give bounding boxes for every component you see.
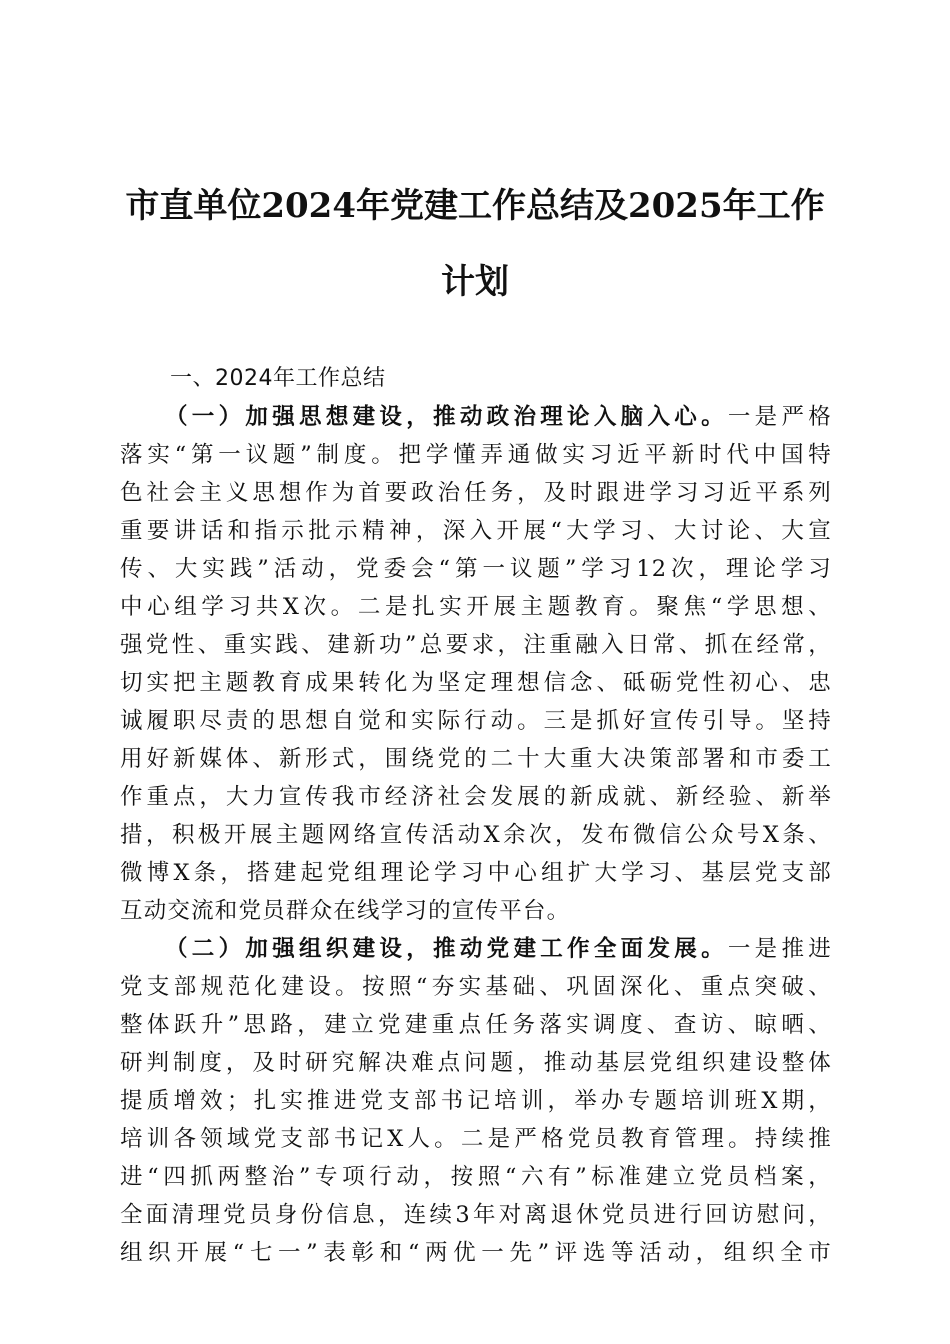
paragraph-2-line-text: 一是推进 — [727, 936, 832, 962]
document-title — [100, 168, 850, 320]
paragraph-2-line: 进“四抓两整治”专项行动，按照“六有”标准建立党员档案， — [120, 1164, 832, 1190]
paragraph-1-line: 中心组学习共X次。二是扎实开展主题教育。聚焦“学思想、 — [120, 594, 832, 620]
paragraph-1-lead: （一）加强思想建设，推动政治理论入脑入心。 — [165, 404, 728, 430]
paragraph-1-line: 微博X条，搭建起党组理论学习中心组扩大学习、基层党支部 — [120, 860, 832, 886]
paragraph-2-line-1 — [120, 930, 832, 968]
paragraph-2-line: 全面清理党员身份信息，连续3年对离退休党员进行回访慰问， — [120, 1202, 832, 1228]
section-heading-summary: 一、2024年工作总结 — [170, 366, 386, 391]
paragraph-1-line-text: 一是严格 — [727, 404, 832, 430]
paragraph-1-line: 强党性、重实践、建新功”总要求，注重融入日常、抓在经常， — [120, 632, 832, 658]
paragraph-1-line: 互动交流和党员群众在线学习的宣传平台。 — [120, 898, 571, 924]
paragraph-1-line: 诚履职尽责的思想自觉和实际行动。三是抓好宣传引导。坚持 — [120, 708, 832, 734]
paragraph-2-line: 整体跃升”思路，建立党建重点任务落实调度、查访、晾晒、 — [120, 1012, 832, 1038]
document-body — [120, 360, 832, 1272]
document-title-line-2: 计划 — [441, 262, 509, 302]
document-title-line-1: 市直单位2024年党建工作总结及2025年工作 — [125, 186, 825, 226]
paragraph-2-line: 提质增效；扎实推进党支部书记培训，举办专题培训班X期， — [120, 1088, 832, 1114]
paragraph-1-line: 切实把主题教育成果转化为坚定理想信念、砥砺党性初心、忠 — [120, 670, 832, 696]
paragraph-2-lead: （二）加强组织建设，推动党建工作全面发展。 — [165, 936, 728, 962]
paragraph-2-line: 党支部规范化建设。按照“夯实基础、巩固深化、重点突破、 — [120, 974, 832, 1000]
paragraph-1-line: 传、大实践”活动，党委会“第一议题”学习12次，理论学习 — [120, 556, 832, 582]
paragraph-2-line: 培训各领域党支部书记X人。二是严格党员教育管理。持续推 — [120, 1126, 832, 1152]
paragraph-1-line: 色社会主义思想作为首要政治任务，及时跟进学习习近平系列 — [120, 480, 832, 506]
paragraph-2-line: 研判制度，及时研究解决难点问题，推动基层党组织建设整体 — [120, 1050, 832, 1076]
paragraph-1-line-1 — [120, 398, 832, 436]
paragraph-2-line: 组织开展“七一”表彰和“两优一先”评选等活动，组织全市 — [120, 1240, 832, 1266]
paragraph-1-line: 措，积极开展主题网络宣传活动X余次，发布微信公众号X条、 — [120, 822, 832, 848]
paragraph-1-line: 落实“第一议题”制度。把学懂弄通做实习近平新时代中国特 — [120, 442, 832, 468]
paragraph-1-line: 重要讲话和指示批示精神，深入开展“大学习、大讨论、大宣 — [120, 518, 832, 544]
paragraph-1-line: 作重点，大力宣传我市经济社会发展的新成就、新经验、新举 — [120, 784, 832, 810]
paragraph-1-line: 用好新媒体、新形式，围绕党的二十大重大决策部署和市委工 — [120, 746, 832, 772]
